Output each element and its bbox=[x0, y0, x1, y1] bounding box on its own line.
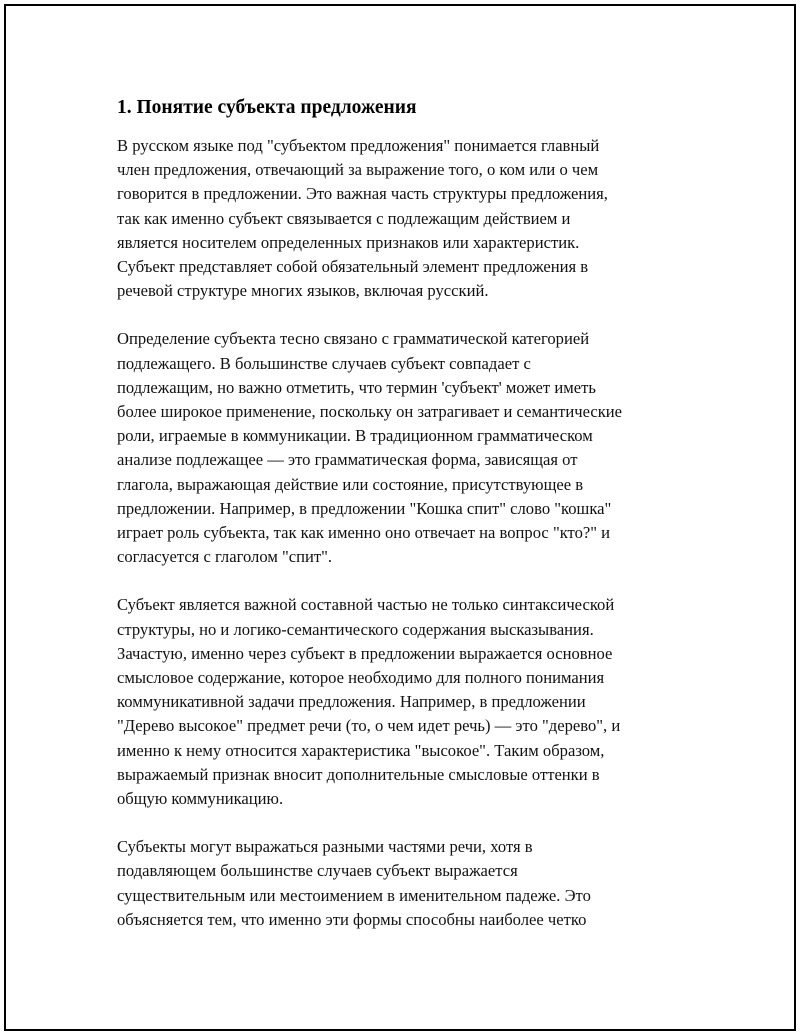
paragraph-1: В русском языке под "субъектом предложения" понимается главный член предложения, отвечающий за выражение того, о ком или о чем говорится в предложении. Это важная часть структуры предложения, так как именно субъект связывается с подлежащим действием и является носителем определенных признаков или характеристик. Субъект представляет собой обязательный элемент предложения в речевой структуре многих языков, включая русский. bbox=[117, 136, 608, 301]
section-title: 1. Понятие субъекта предложения bbox=[117, 97, 417, 118]
paragraph-2: Определение субъекта тесно связано с грамматической категорией подлежащего. В большинстве случаев субъект совпадает с подлежащим, но важно отметить, что термин 'субъект' может иметь более широкое применение, поскольку он затрагивает и семантические роли, играемые в коммуникации. В традиционном грамматическом анализе подлежащее — это грамматическая форма, зависящая от глагола, выражающая действие или состояние, присутствующее в предложении. Например, в предложении "Кошка спит" слово "кошка" играет роль субъекта, так как именно оно отвечает на вопрос "кто?" и согласуется с глаголом "спит". bbox=[117, 329, 623, 567]
paragraph-3: Субъект является важной составной частью не только синтаксической структуры, но и логико-семантического содержания высказывания. Зачастую, именно через субъект в предложении выражается основное смысловое содержание, которое необходимо для полного понимания коммуникативной задачи предложения. Например, в предложении "Дерево высокое" предмет речи (то, о чем идет речь) — это "дерево", и именно к нему относится характеристика "высокое". Таким образом, выражаемый признак вносит дополнительные смысловые оттенки в общую коммуникацию. bbox=[117, 595, 621, 809]
paragraph-4: Субъекты могут выражаться разными частями речи, хотя в подавляющем большинстве случаев субъект выражается существительным или местоимением в именительном падеже. Это объясняется тем, что именно эти формы способны наиболее четко bbox=[117, 837, 591, 929]
document-content bbox=[117, 96, 689, 956]
